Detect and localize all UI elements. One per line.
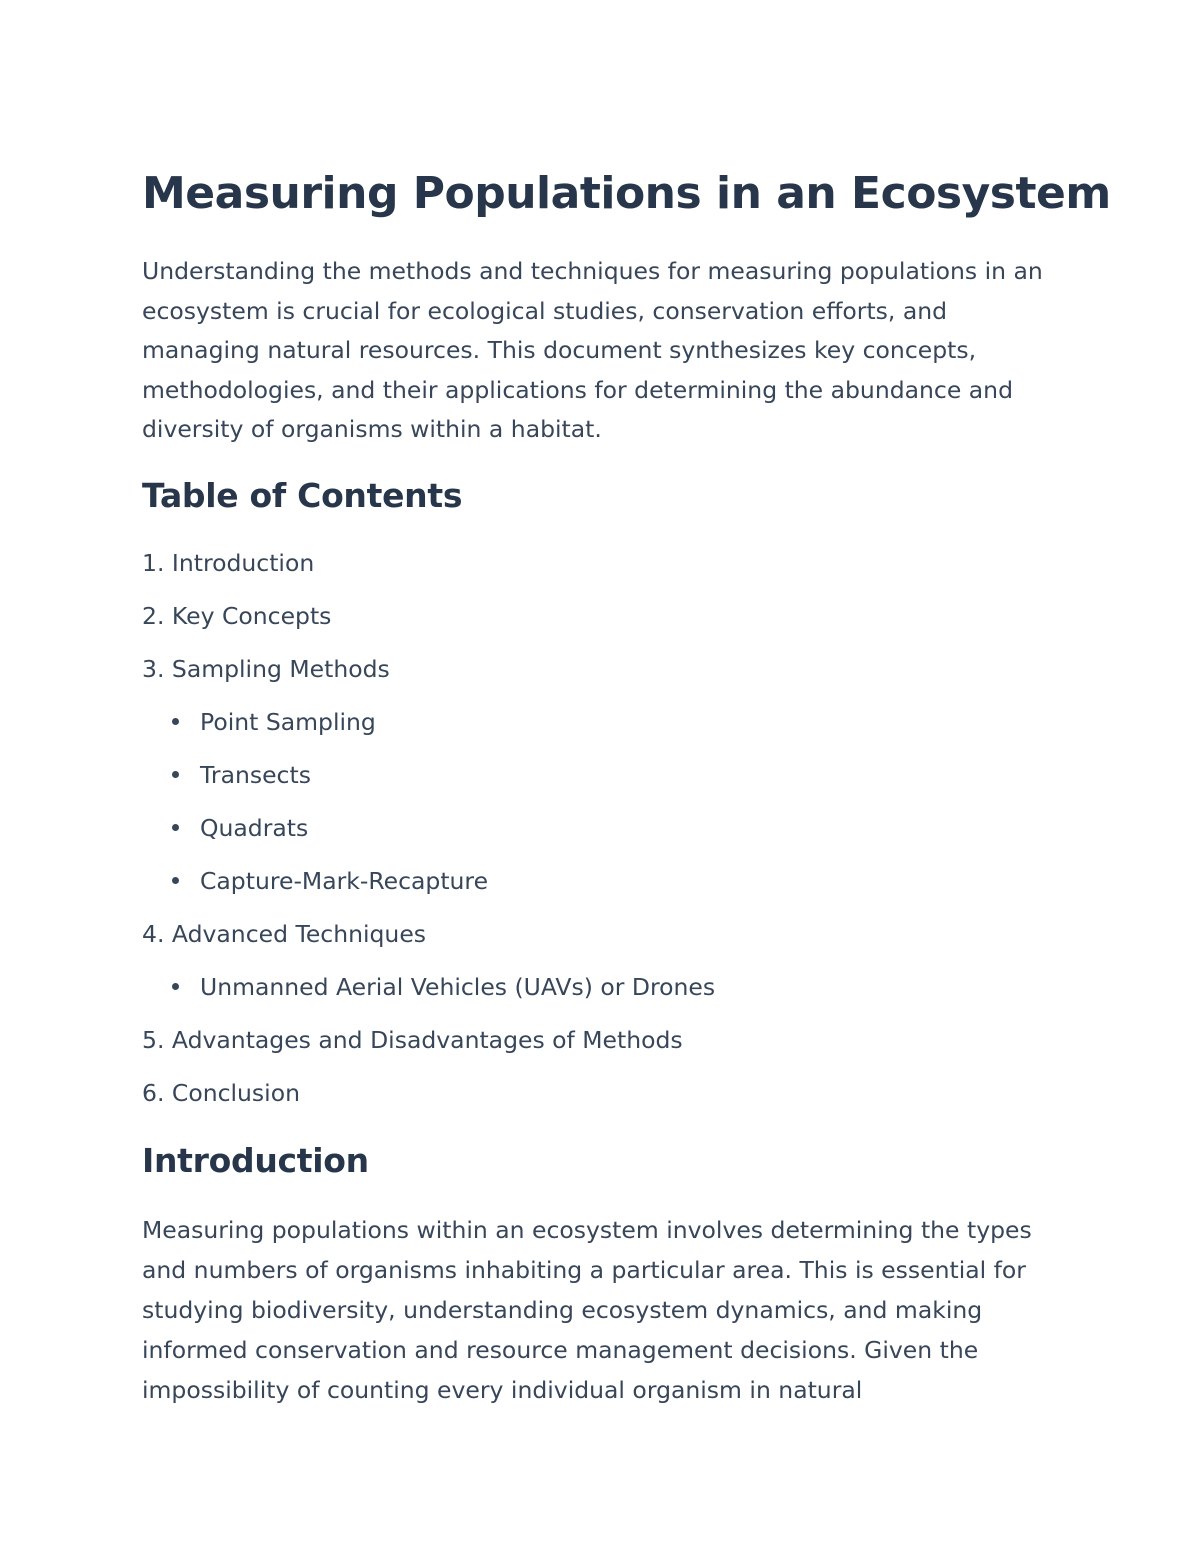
toc-heading: Table of Contents <box>142 476 463 515</box>
introduction-paragraph: Measuring populations within an ecosystem involves determining the types and numbers of organisms inhabiting a particular area. This is essential for studying biodiversity, understanding ecosystem dynamics, and making informed conservation and resource management decisions. Given the impossibility of counting every individual organism in natural <box>142 1216 1032 1404</box>
toc-subitem-capture-mark-recapture[interactable] <box>142 863 715 916</box>
toc-label: Sampling Methods <box>171 655 390 683</box>
toc-number: 2. <box>142 602 165 630</box>
toc-item-conclusion[interactable] <box>142 1075 715 1128</box>
toc-subitem-uavs-drones[interactable] <box>142 969 715 1022</box>
introduction-heading: Introduction <box>142 1141 369 1180</box>
toc-subitem-quadrats[interactable] <box>142 810 715 863</box>
toc-number: 4. <box>142 920 165 948</box>
intro-paragraph: Understanding the methods and techniques for measuring populations in an ecosystem is crucial for ecological studies, conservation efforts, and managing natural resources. This document synthesizes key concepts, methodologies, and their applications for determining the abundance and diversity of organisms within a habitat. <box>142 257 1043 443</box>
bullet-icon <box>172 983 179 990</box>
toc-label: Quadrats <box>200 814 309 842</box>
table-of-contents <box>142 545 715 1128</box>
toc-label: Advanced Techniques <box>171 920 427 948</box>
toc-number: 3. <box>142 655 165 683</box>
toc-label: Capture-Mark-Recapture <box>200 867 489 895</box>
toc-subitem-point-sampling[interactable] <box>142 704 715 757</box>
toc-item-advanced-techniques[interactable] <box>142 916 715 969</box>
toc-item-advantages-disadvantages[interactable] <box>142 1022 715 1075</box>
bullet-icon <box>172 824 179 831</box>
bullet-icon <box>172 771 179 778</box>
toc-number: 6. <box>142 1079 165 1107</box>
toc-label: Advantages and Disadvantages of Methods <box>171 1026 683 1054</box>
toc-label: Introduction <box>171 549 315 577</box>
toc-item-sampling-methods[interactable] <box>142 651 715 704</box>
toc-item-introduction[interactable] <box>142 545 715 598</box>
toc-label: Unmanned Aerial Vehicles (UAVs) or Drones <box>200 973 716 1001</box>
toc-number: 5. <box>142 1026 165 1054</box>
toc-label: Key Concepts <box>171 602 332 630</box>
bullet-icon <box>172 877 179 884</box>
toc-number: 1. <box>142 549 165 577</box>
bullet-icon <box>172 718 179 725</box>
toc-item-key-concepts[interactable] <box>142 598 715 651</box>
toc-label: Conclusion <box>171 1079 300 1107</box>
document-title: Measuring Populations in an Ecosystem <box>142 168 1111 219</box>
toc-subitem-transects[interactable] <box>142 757 715 810</box>
toc-label: Point Sampling <box>200 708 376 736</box>
toc-label: Transects <box>200 761 311 789</box>
